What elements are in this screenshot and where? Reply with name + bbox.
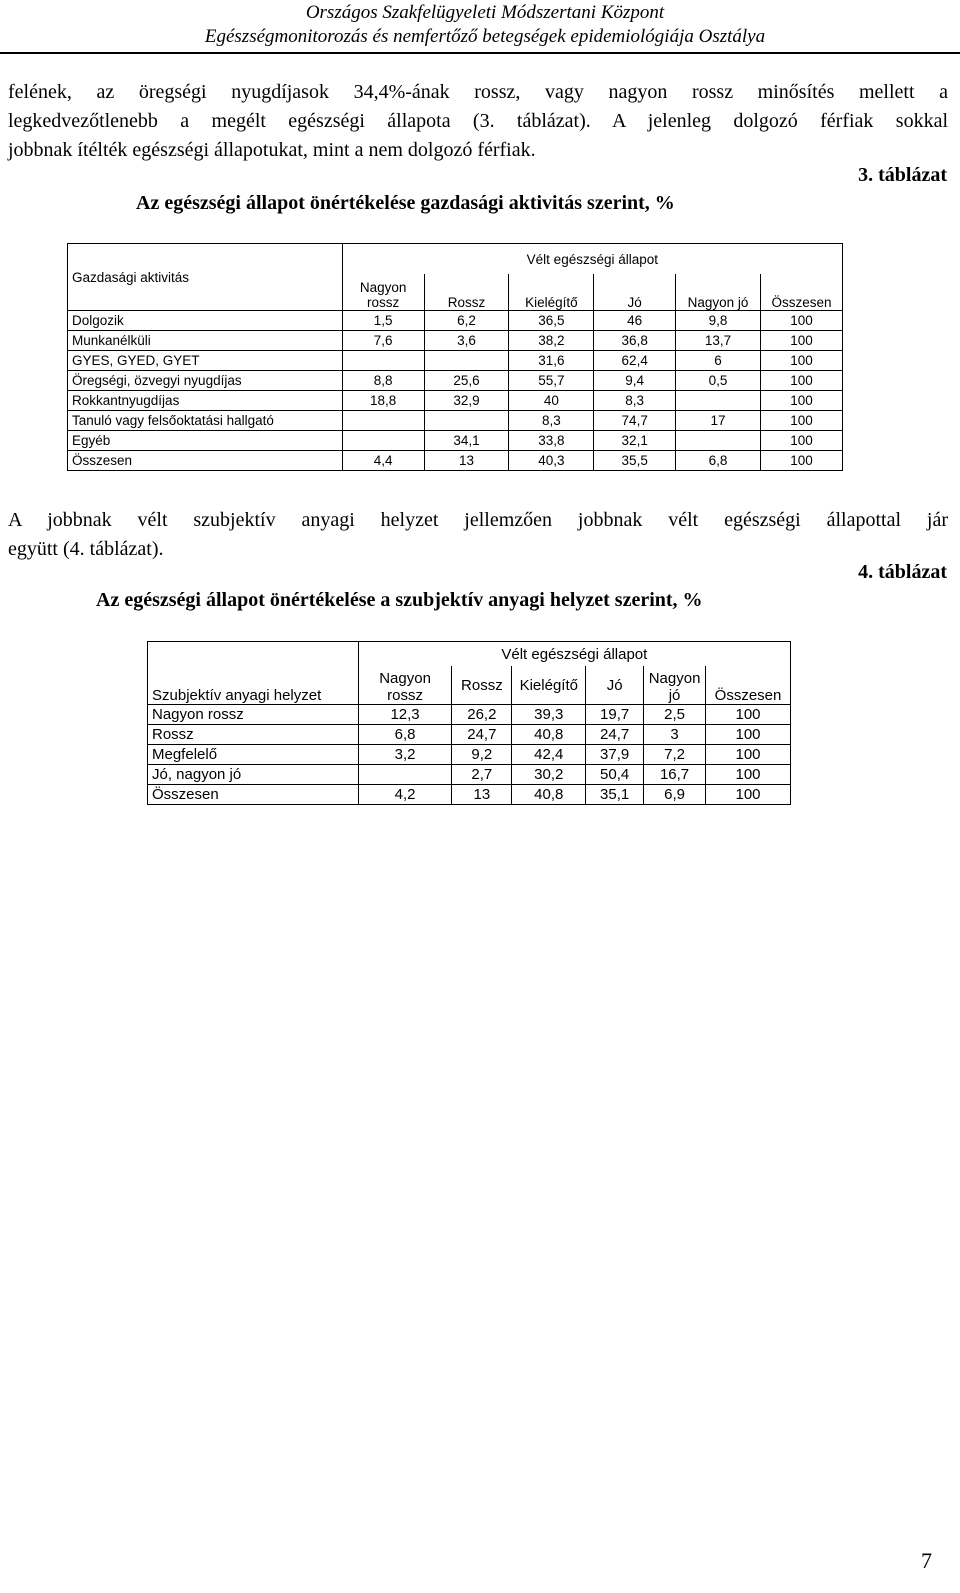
table4-cell: 30,2 <box>512 765 586 785</box>
table4-cell: 12,3 <box>358 705 452 725</box>
table3-row <box>68 331 843 351</box>
table3-row-label: Egyéb <box>68 431 343 451</box>
table3-row <box>68 371 843 391</box>
table4-cell <box>358 765 452 785</box>
table3-cell: 33,8 <box>509 431 594 451</box>
table3-cell: 9,8 <box>676 311 761 331</box>
table3-row-label: Öregségi, özvegyi nyugdíjas <box>68 371 343 391</box>
table3-row-label: GYES, GYED, GYET <box>68 351 343 371</box>
table4-cell: 6,8 <box>358 725 452 745</box>
table3-col-osszesen: Összesen <box>761 274 843 311</box>
table4-col-label: jó <box>668 687 681 704</box>
table3-cell: 46 <box>594 311 676 331</box>
table3-row-label: Összesen <box>68 451 343 471</box>
table4-cell: 7,2 <box>644 745 706 765</box>
table4-cell: 4,2 <box>358 785 452 805</box>
table4-row <box>148 765 791 785</box>
table3-number: 3. táblázat <box>858 164 947 186</box>
table3-cell <box>342 431 424 451</box>
table4-cell: 50,4 <box>586 765 644 785</box>
table4-cell: 16,7 <box>644 765 706 785</box>
table3-cell: 62,4 <box>594 351 676 371</box>
table3-cell: 31,6 <box>509 351 594 371</box>
table3-cell: 1,5 <box>342 311 424 331</box>
table3-group-header: Vélt egészségi állapot <box>342 244 842 275</box>
paragraph-line: együtt (4. táblázat). <box>8 538 164 560</box>
table4-col-nagyon-jo <box>644 666 706 705</box>
table3-cell: 13,7 <box>676 331 761 351</box>
table3-cell: 3,6 <box>424 331 509 351</box>
table4-col-kielegito: Kielégítő <box>512 666 586 705</box>
table4-cell: 26,2 <box>452 705 512 725</box>
table3-cell: 8,3 <box>594 391 676 411</box>
table3-row-label: Tanuló vagy felsőoktatási hallgató <box>68 411 343 431</box>
table3-cell: 32,1 <box>594 431 676 451</box>
table4-row-header: Szubjektív anyagi helyzet <box>148 666 359 705</box>
table4-title: Az egészségi állapot önértékelése a szubjektív anyagi helyzet szerint, % <box>96 589 703 611</box>
table3-cell: 32,9 <box>424 391 509 411</box>
table3-cell: 100 <box>761 311 843 331</box>
table3-cell: 55,7 <box>509 371 594 391</box>
table3-cell <box>676 431 761 451</box>
table3-row <box>68 391 843 411</box>
table4-row <box>148 705 791 725</box>
table3-col-label: rossz <box>367 295 400 310</box>
table4-row <box>148 725 791 745</box>
page-header <box>0 0 960 49</box>
table3-cell <box>342 351 424 371</box>
header-rule <box>0 52 960 54</box>
table4-cell: 40,8 <box>512 725 586 745</box>
table3-cell: 6,2 <box>424 311 509 331</box>
table4-corner <box>148 642 359 667</box>
header-department: Egészségmonitorozás és nemfertőző betegségek epidemiológiája Osztálya <box>204 26 766 47</box>
table4-cell: 42,4 <box>512 745 586 765</box>
table4-row-label: Jó, nagyon jó <box>148 765 359 785</box>
table4-cell: 35,1 <box>586 785 644 805</box>
table3-cell: 4,4 <box>342 451 424 471</box>
table4-cell: 9,2 <box>452 745 512 765</box>
table3-cell: 6 <box>676 351 761 371</box>
table4-col-osszesen: Összesen <box>706 666 791 705</box>
table3-row-label: Munkanélküli <box>68 331 343 351</box>
table3-cell: 38,2 <box>509 331 594 351</box>
table4-cell: 100 <box>706 745 791 765</box>
table3-cell: 35,5 <box>594 451 676 471</box>
table3-cell: 36,8 <box>594 331 676 351</box>
table4-col-nagyon-rossz <box>358 666 452 705</box>
table4-col-label: Nagyon <box>648 670 701 687</box>
paragraph-line: legkedvezőtlenebb a megélt egészségi állapota (3. táblázat). A jelenleg dolgozó férfiak sokkal <box>8 110 948 132</box>
table4-row <box>148 785 791 805</box>
table4-cell: 37,9 <box>586 745 644 765</box>
table4-row-label: Nagyon rossz <box>148 705 359 725</box>
table3-col-nagyon-rossz <box>342 274 424 311</box>
table4-cell: 100 <box>706 785 791 805</box>
table4-cell: 24,7 <box>586 725 644 745</box>
table4-col-label: Nagyon <box>379 670 431 687</box>
table3-cell: 100 <box>761 331 843 351</box>
table3-row-label: Dolgozik <box>68 311 343 331</box>
table3-cell <box>342 411 424 431</box>
table4-cell: 3 <box>644 725 706 745</box>
table3-cell: 34,1 <box>424 431 509 451</box>
table4-col-jo: Jó <box>586 666 644 705</box>
table4-cell: 13 <box>452 785 512 805</box>
table3-cell <box>676 391 761 411</box>
table4-row-label: Rossz <box>148 725 359 745</box>
table3-row <box>68 431 843 451</box>
table3-cell: 17 <box>676 411 761 431</box>
table4-cell: 100 <box>706 765 791 785</box>
table4-cell: 3,2 <box>358 745 452 765</box>
table4-cell: 100 <box>706 725 791 745</box>
table3-cell: 100 <box>761 391 843 411</box>
paragraph-intro <box>8 78 948 165</box>
table4-cell: 2,5 <box>644 705 706 725</box>
table3-cell: 100 <box>761 351 843 371</box>
table3-row <box>68 451 843 471</box>
table4-cell: 2,7 <box>452 765 512 785</box>
table4-number: 4. táblázat <box>858 561 947 583</box>
table3-cell: 25,6 <box>424 371 509 391</box>
table3-col-rossz: Rossz <box>424 274 509 311</box>
table3-col-label: Nagyon <box>359 280 407 295</box>
paragraph-table4-intro <box>8 506 948 564</box>
table4-cell: 40,8 <box>512 785 586 805</box>
table3-cell: 6,8 <box>676 451 761 471</box>
table4-cell: 19,7 <box>586 705 644 725</box>
table3-cell <box>424 411 509 431</box>
table3-col-jo: Jó <box>594 274 676 311</box>
table3-cell: 36,5 <box>509 311 594 331</box>
table3-row-header: Gazdasági aktivitás <box>68 244 343 311</box>
table4-col-label: rossz <box>387 687 423 704</box>
table3-cell: 8,8 <box>342 371 424 391</box>
table3-cell: 74,7 <box>594 411 676 431</box>
header-institution: Országos Szakfelügyeleti Módszertani Központ <box>305 2 665 23</box>
table4-cell: 24,7 <box>452 725 512 745</box>
table3 <box>67 243 843 471</box>
table3-col-nagyon-jo: Nagyon jó <box>676 274 761 311</box>
table3-cell: 40,3 <box>509 451 594 471</box>
table3-cell: 100 <box>761 371 843 391</box>
table3-cell: 8,3 <box>509 411 594 431</box>
paragraph-line: A jobbnak vélt szubjektív anyagi helyzet jellemzően jobbnak vélt egészségi állapottal jár <box>8 509 948 531</box>
table4-col-rossz: Rossz <box>452 666 512 705</box>
table4-cell: 100 <box>706 705 791 725</box>
table3-cell: 100 <box>761 411 843 431</box>
table3-row <box>68 351 843 371</box>
table4-cell: 39,3 <box>512 705 586 725</box>
table4-row <box>148 745 791 765</box>
table3-cell: 100 <box>761 431 843 451</box>
table4-group-header: Vélt egészségi állapot <box>358 642 790 667</box>
table3-cell: 7,6 <box>342 331 424 351</box>
table3-cell: 9,4 <box>594 371 676 391</box>
page-number: 7 <box>921 1548 932 1573</box>
table4-row-label: Megfelelő <box>148 745 359 765</box>
table4-row-label: Összesen <box>148 785 359 805</box>
table3-cell: 0,5 <box>676 371 761 391</box>
table3-cell: 18,8 <box>342 391 424 411</box>
paragraph-line: jobbnak ítélték egészségi állapotukat, mint a nem dolgozó férfiak. <box>8 139 536 161</box>
table3-cell: 40 <box>509 391 594 411</box>
table3-cell: 100 <box>761 451 843 471</box>
table3-row <box>68 411 843 431</box>
table4 <box>147 641 791 805</box>
paragraph-line: felének, az öregségi nyugdíjasok 34,4%-ának rossz, vagy nagyon rossz minősítés mellett a <box>8 81 948 103</box>
table3-cell: 13 <box>424 451 509 471</box>
table4-cell: 6,9 <box>644 785 706 805</box>
table3-row <box>68 311 843 331</box>
table3-col-kielegito: Kielégítő <box>509 274 594 311</box>
table3-cell <box>424 351 509 371</box>
table3-title: Az egészségi állapot önértékelése gazdasági aktivitás szerint, % <box>136 192 675 214</box>
table3-row-label: Rokkantnyugdíjas <box>68 391 343 411</box>
